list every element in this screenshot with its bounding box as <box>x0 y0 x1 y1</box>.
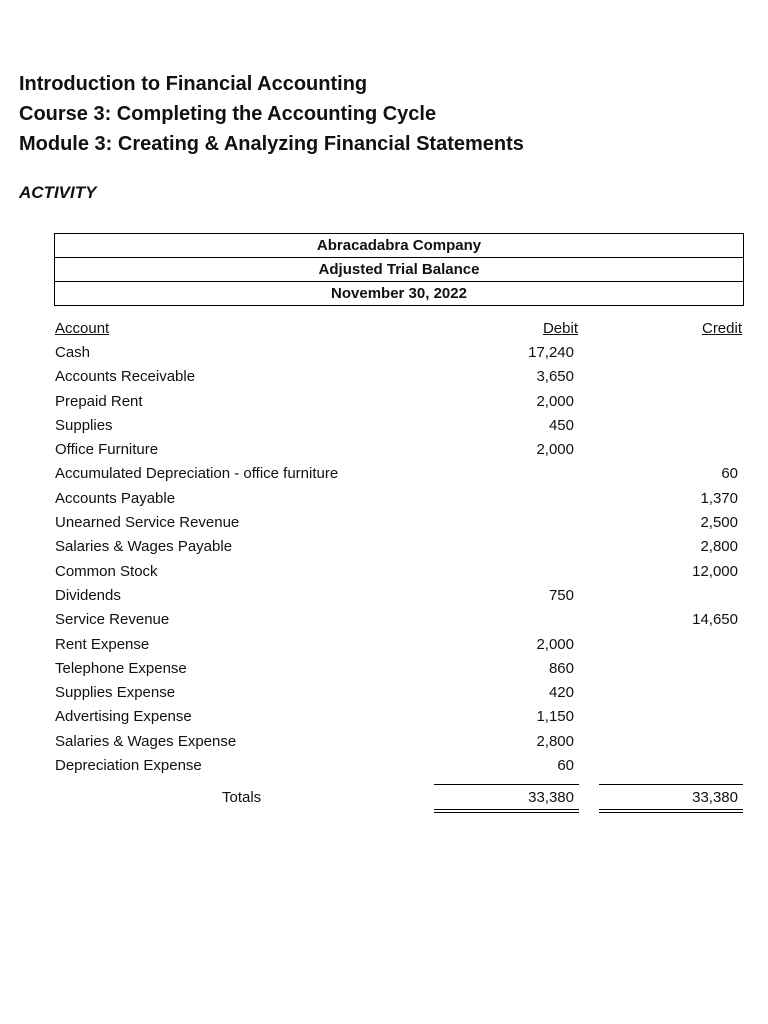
table-row <box>0 390 768 414</box>
debit-amount: 60 <box>557 757 574 775</box>
table-row <box>0 438 768 462</box>
account-name: Service Revenue <box>55 611 170 629</box>
company-name: Abracadabra Company <box>316 237 482 254</box>
table-row <box>0 657 768 681</box>
credit-total-rule <box>599 784 743 785</box>
debit-amount: 3,650 <box>536 368 574 386</box>
account-name: Dividends <box>55 586 121 604</box>
table-row <box>0 487 768 511</box>
account-name: Common Stock <box>55 562 158 580</box>
credit-amount: 2,500 <box>700 514 738 532</box>
debit-total: 33,380 <box>528 789 574 806</box>
trial-balance-rows <box>0 341 768 778</box>
account-column-header: Account <box>55 320 110 337</box>
report-date: November 30, 2022 <box>55 281 743 305</box>
table-row <box>0 705 768 729</box>
report-name: Adjusted Trial Balance <box>55 257 743 281</box>
account-name: Office Furniture <box>55 441 159 459</box>
account-name: Accounts Payable <box>55 489 176 507</box>
debit-double-rule-bottom <box>434 812 579 813</box>
debit-column-header: Debit <box>542 320 578 337</box>
credit-total: 33,380 <box>692 789 738 806</box>
account-name: Accounts Receivable <box>55 368 196 386</box>
table-row <box>0 754 768 778</box>
account-name: Cash <box>55 344 91 361</box>
account-name: Unearned Service Revenue <box>55 514 240 532</box>
account-name: Advertising Expense <box>55 708 192 726</box>
account-name: Accumulated Depreciation - office furniture <box>55 465 339 483</box>
credit-amount: 1,370 <box>700 489 738 507</box>
account-name: Supplies Expense <box>55 684 176 702</box>
debit-total-rule <box>434 784 579 785</box>
account-name: Telephone Expense <box>55 659 187 677</box>
table-row <box>0 608 768 632</box>
table-row <box>0 730 768 754</box>
debit-amount: 1,150 <box>536 708 574 726</box>
activity-label: ACTIVITY <box>19 183 97 202</box>
account-name: Salaries & Wages Expense <box>55 732 237 750</box>
course-title: Introduction to Financial Accounting <box>19 73 368 95</box>
table-row <box>0 365 768 389</box>
table-row <box>0 462 768 486</box>
credit-amount: 2,800 <box>700 538 738 556</box>
table-row <box>0 341 768 365</box>
table-row <box>0 584 768 608</box>
credit-amount: 12,000 <box>692 562 738 580</box>
credit-column-header: Credit <box>701 320 742 337</box>
debit-amount: 2,800 <box>536 732 574 750</box>
module-title: Module 3: Creating & Analyzing Financial Statements <box>19 133 524 155</box>
table-row <box>0 560 768 584</box>
account-name: Supplies <box>55 416 113 434</box>
debit-amount: 2,000 <box>536 635 574 653</box>
credit-amount: 14,650 <box>692 611 738 629</box>
debit-amount: 750 <box>548 586 574 604</box>
credit-amount: 60 <box>721 465 738 483</box>
table-row <box>0 633 768 657</box>
table-row <box>0 511 768 535</box>
debit-double-rule-top <box>434 809 579 810</box>
statement-title-box <box>54 233 744 306</box>
debit-amount: 2,000 <box>536 392 574 410</box>
table-row <box>0 681 768 705</box>
table-row <box>0 414 768 438</box>
credit-double-rule-top <box>599 809 743 810</box>
debit-amount: 860 <box>548 659 574 677</box>
debit-amount: 450 <box>548 416 574 434</box>
account-name: Depreciation Expense <box>55 757 202 775</box>
debit-amount: 17,240 <box>528 344 574 361</box>
debit-amount: 420 <box>548 684 574 702</box>
account-name: Rent Expense <box>55 635 150 653</box>
course-subtitle: Course 3: Completing the Accounting Cycle <box>19 103 437 125</box>
credit-double-rule-bottom <box>599 812 743 813</box>
debit-amount: 2,000 <box>536 441 574 459</box>
account-name: Salaries & Wages Payable <box>55 538 233 556</box>
totals-label: Totals <box>222 789 262 806</box>
table-row <box>0 535 768 559</box>
account-name: Prepaid Rent <box>55 392 143 410</box>
